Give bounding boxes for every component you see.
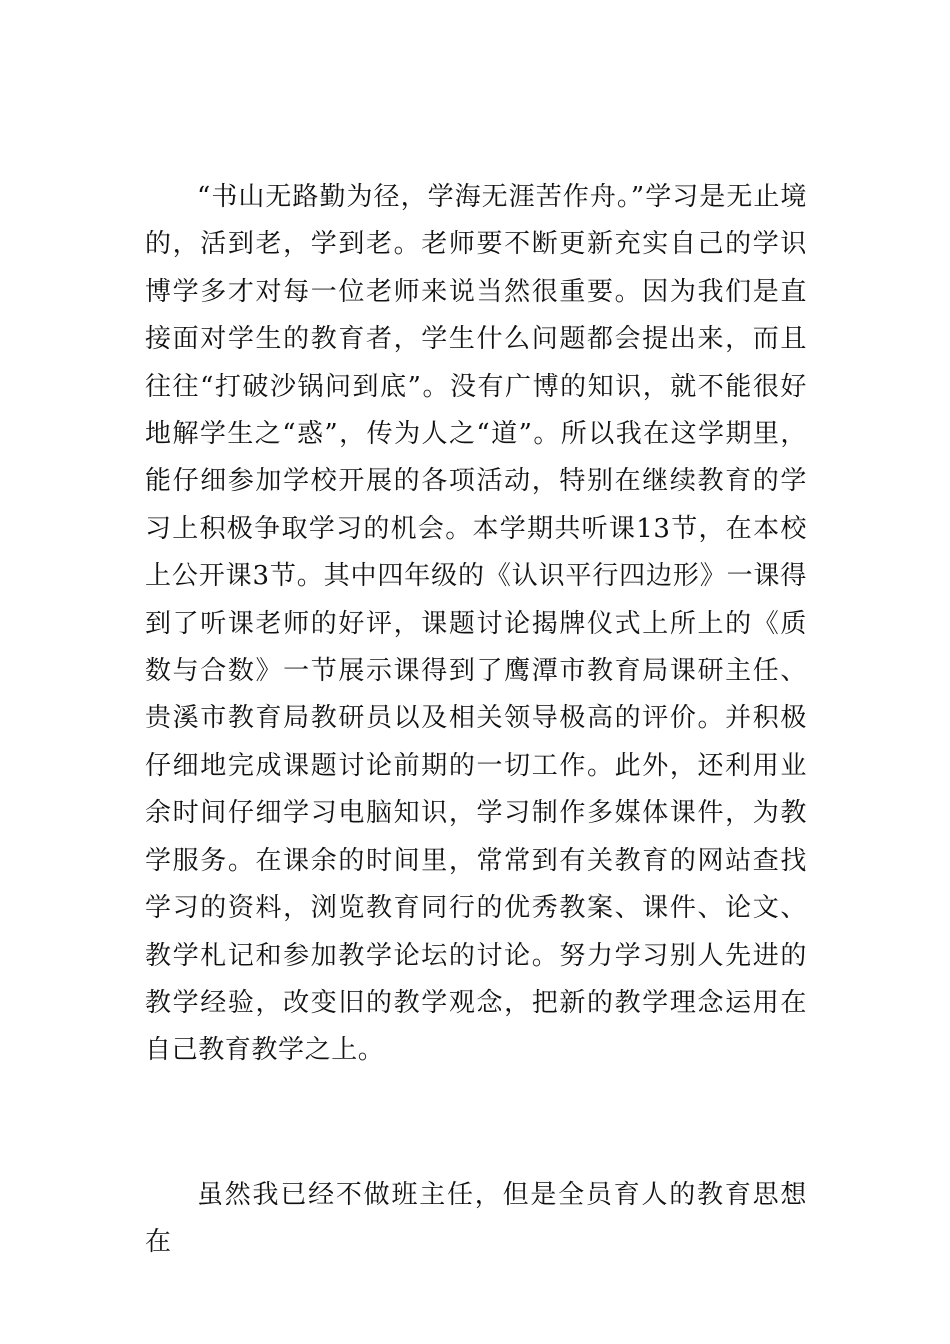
body-paragraph: “书山无路勤为径，学海无涯苦作舟。”学习是无止境的，活到老，学到老。老师要不断更新充实自己的学识博学多才对每一位老师来说当然很重要。因为我们是直接面对学生的教育者，学生什么问题都会提出来，而且往往“打破沙锅问到底”。没有广博的知识，就不能很好地解学生之“惑”，传为人之“道”。所以我在这学期里，能仔细参加学校开展的各项活动，特别在继续教育的学习上积极争取学习的机会。本学期共听课13节，在本校上公开课3节。其中四年级的《认识平行四边形》一课得到了听课老师的好评，课题讨论揭牌仪式上所上的《质数与合数》一节展示课得到了鹰潭市教育局课研主任、贵溪市教育局教研员以及相关领导极高的评价。并积极仔细地完成课题讨论前期的一切工作。此外，还利用业余时间仔细学习电脑知识，学习制作多媒体课件，为教学服务。在课余的时间里，常常到有关教育的网站查找学习的资料，浏览教育同行的优秀教案、课件、论文、教学札记和参加教学论坛的讨论。努力学习别人先进的教学经验，改变旧的教学观念，把新的教学理念运用在自己教育教学之上。 (145, 182, 808, 1066)
body-paragraph: 虽然我已经不做班主任，但是全员育人的教育思想在 (145, 1180, 807, 1258)
